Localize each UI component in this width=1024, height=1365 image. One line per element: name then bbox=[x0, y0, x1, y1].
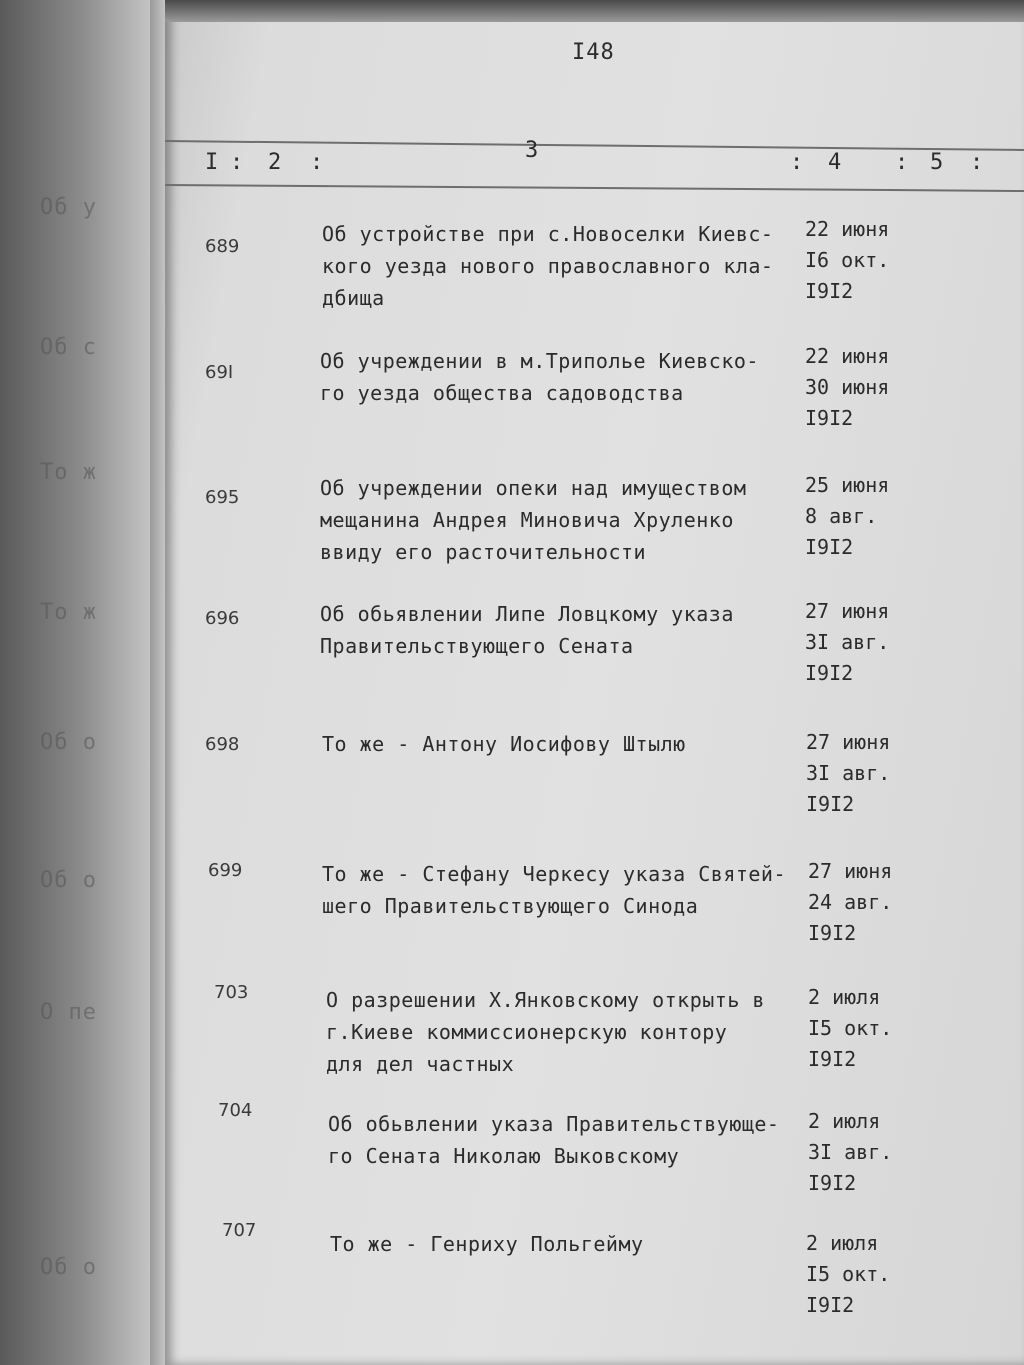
entry-number: 707 bbox=[222, 1220, 257, 1241]
entry-title-line: го уезда общества садоводства bbox=[320, 381, 684, 405]
entry-title bbox=[330, 1228, 830, 1260]
column-separator: : bbox=[230, 150, 244, 175]
entry-title-line: для дел частных bbox=[326, 1052, 515, 1076]
left-page-text: То ж bbox=[40, 600, 97, 625]
entry-number: 704 bbox=[218, 1100, 253, 1121]
entry-date-line: 27 июня bbox=[808, 859, 893, 883]
entry-date-line: 2 июля bbox=[806, 1231, 879, 1255]
entry-title-line: Об учреждении в м.Триполье Киевско- bbox=[320, 349, 759, 373]
entry-title-line: мещанина Андрея Миновича Хруленко bbox=[320, 508, 734, 532]
entry-title-line: Об обьявлении Липе Ловцкому указа bbox=[320, 602, 734, 626]
entry-date-line: I9I2 bbox=[805, 279, 854, 303]
entry-date-line: I9I2 bbox=[808, 1171, 857, 1195]
entry-title-line: кого уезда нового православного кла- bbox=[322, 254, 774, 278]
column-header-3: 3 bbox=[525, 138, 539, 163]
entry-date-line: I5 окт. bbox=[808, 1016, 893, 1040]
entry-title bbox=[322, 858, 822, 922]
entry-title-line: шего Правительствующего Синода bbox=[322, 894, 699, 918]
entry-title-line: Об обьвлении указа Правительствующе- bbox=[328, 1112, 780, 1136]
entry-title-line: г.Киеве коммиссионерскую контору bbox=[326, 1020, 728, 1044]
entry-number: 69I bbox=[205, 362, 234, 383]
entry-date-line: I9I2 bbox=[808, 921, 857, 945]
entry-title bbox=[322, 218, 822, 314]
entry-number: 695 bbox=[205, 487, 240, 508]
entry-date-line: 2 июля bbox=[808, 985, 881, 1009]
entry-title bbox=[320, 472, 820, 568]
entry-dates bbox=[805, 596, 915, 689]
scan-edge bbox=[165, 0, 1024, 22]
entry-date-line: 2 июля bbox=[808, 1109, 881, 1133]
entry-title-line: То же - Стефану Черкесу указа Святей- bbox=[322, 862, 787, 886]
entry-dates bbox=[805, 214, 915, 307]
entry-title-line: О разрешении Х.Янковскому открыть в bbox=[326, 988, 765, 1012]
entry-number: 699 bbox=[208, 860, 243, 881]
entry-date-line: 27 июня bbox=[806, 730, 891, 754]
left-page-text: То ж bbox=[40, 460, 97, 485]
entry-dates bbox=[808, 982, 918, 1075]
left-page-text: Об о bbox=[40, 868, 97, 893]
entry-title-line: Правительствующего Сената bbox=[320, 634, 634, 658]
entry-title bbox=[320, 345, 820, 409]
entry-date-line: 3I авг. bbox=[808, 1140, 893, 1164]
entry-date-line: 22 июня bbox=[805, 344, 890, 368]
entry-dates bbox=[805, 470, 915, 563]
entry-dates bbox=[808, 1106, 918, 1199]
entry-dates bbox=[806, 1228, 916, 1321]
entry-date-line: 8 авг. bbox=[805, 504, 878, 528]
entry-date-line: 24 авг. bbox=[808, 890, 893, 914]
entry-number: 696 bbox=[205, 608, 240, 629]
entry-date-line: I5 окт. bbox=[806, 1262, 891, 1286]
entry-date-line: 3I авг. bbox=[805, 630, 890, 654]
entry-title-line: го Сената Николаю Выковскому bbox=[328, 1144, 680, 1168]
entry-title-line: Об учреждении опеки над имуществом bbox=[320, 476, 747, 500]
entry-dates bbox=[805, 341, 915, 434]
column-header-1: I bbox=[205, 150, 219, 175]
entry-date-line: 22 июня bbox=[805, 217, 890, 241]
entry-title-line: То же - Антону Иосифову Штылю bbox=[322, 732, 686, 756]
entry-title-line: дбища bbox=[322, 286, 385, 310]
column-separator: : bbox=[970, 150, 984, 175]
entry-number: 698 bbox=[205, 734, 240, 755]
left-page-text: Об с bbox=[40, 335, 97, 360]
entry-date-line: 3I авг. bbox=[806, 761, 891, 785]
entry-dates bbox=[808, 856, 918, 949]
left-page-text: О пе bbox=[40, 1000, 97, 1025]
entry-title-line: То же - Генриху Польгейму bbox=[330, 1232, 644, 1256]
column-separator: : bbox=[895, 150, 909, 175]
entry-number: 703 bbox=[214, 982, 249, 1003]
left-page-text: Об о bbox=[40, 1255, 97, 1280]
entry-dates bbox=[806, 727, 916, 820]
entry-date-line: 27 июня bbox=[805, 599, 890, 623]
entry-date-line: I9I2 bbox=[805, 661, 854, 685]
left-page-text: Об у bbox=[40, 195, 97, 220]
entry-title-line: Об устройстве при с.Новоселки Киевс- bbox=[322, 222, 774, 246]
entry-title bbox=[320, 598, 820, 662]
page-number: I48 bbox=[572, 40, 615, 65]
column-separator: : bbox=[310, 150, 324, 175]
entry-date-line: 25 июня bbox=[805, 473, 890, 497]
left-page-text: Об о bbox=[40, 730, 97, 755]
entry-date-line: I9I2 bbox=[805, 406, 854, 430]
entry-number: 689 bbox=[205, 236, 240, 257]
entry-title-line: ввиду его расточительности bbox=[320, 540, 647, 564]
column-header-4: 4 bbox=[828, 150, 842, 175]
column-header-2: 2 bbox=[268, 150, 282, 175]
entry-date-line: I9I2 bbox=[806, 1293, 855, 1317]
entry-date-line: I9I2 bbox=[806, 792, 855, 816]
column-header-5: 5 bbox=[930, 150, 944, 175]
entry-title bbox=[328, 1108, 828, 1172]
entry-date-line: I9I2 bbox=[805, 535, 854, 559]
entry-date-line: I6 окт. bbox=[805, 248, 890, 272]
entry-title bbox=[322, 728, 822, 760]
entry-date-line: I9I2 bbox=[808, 1047, 857, 1071]
entry-title bbox=[326, 984, 826, 1080]
column-separator: : bbox=[790, 150, 804, 175]
entry-date-line: 30 июня bbox=[805, 375, 890, 399]
